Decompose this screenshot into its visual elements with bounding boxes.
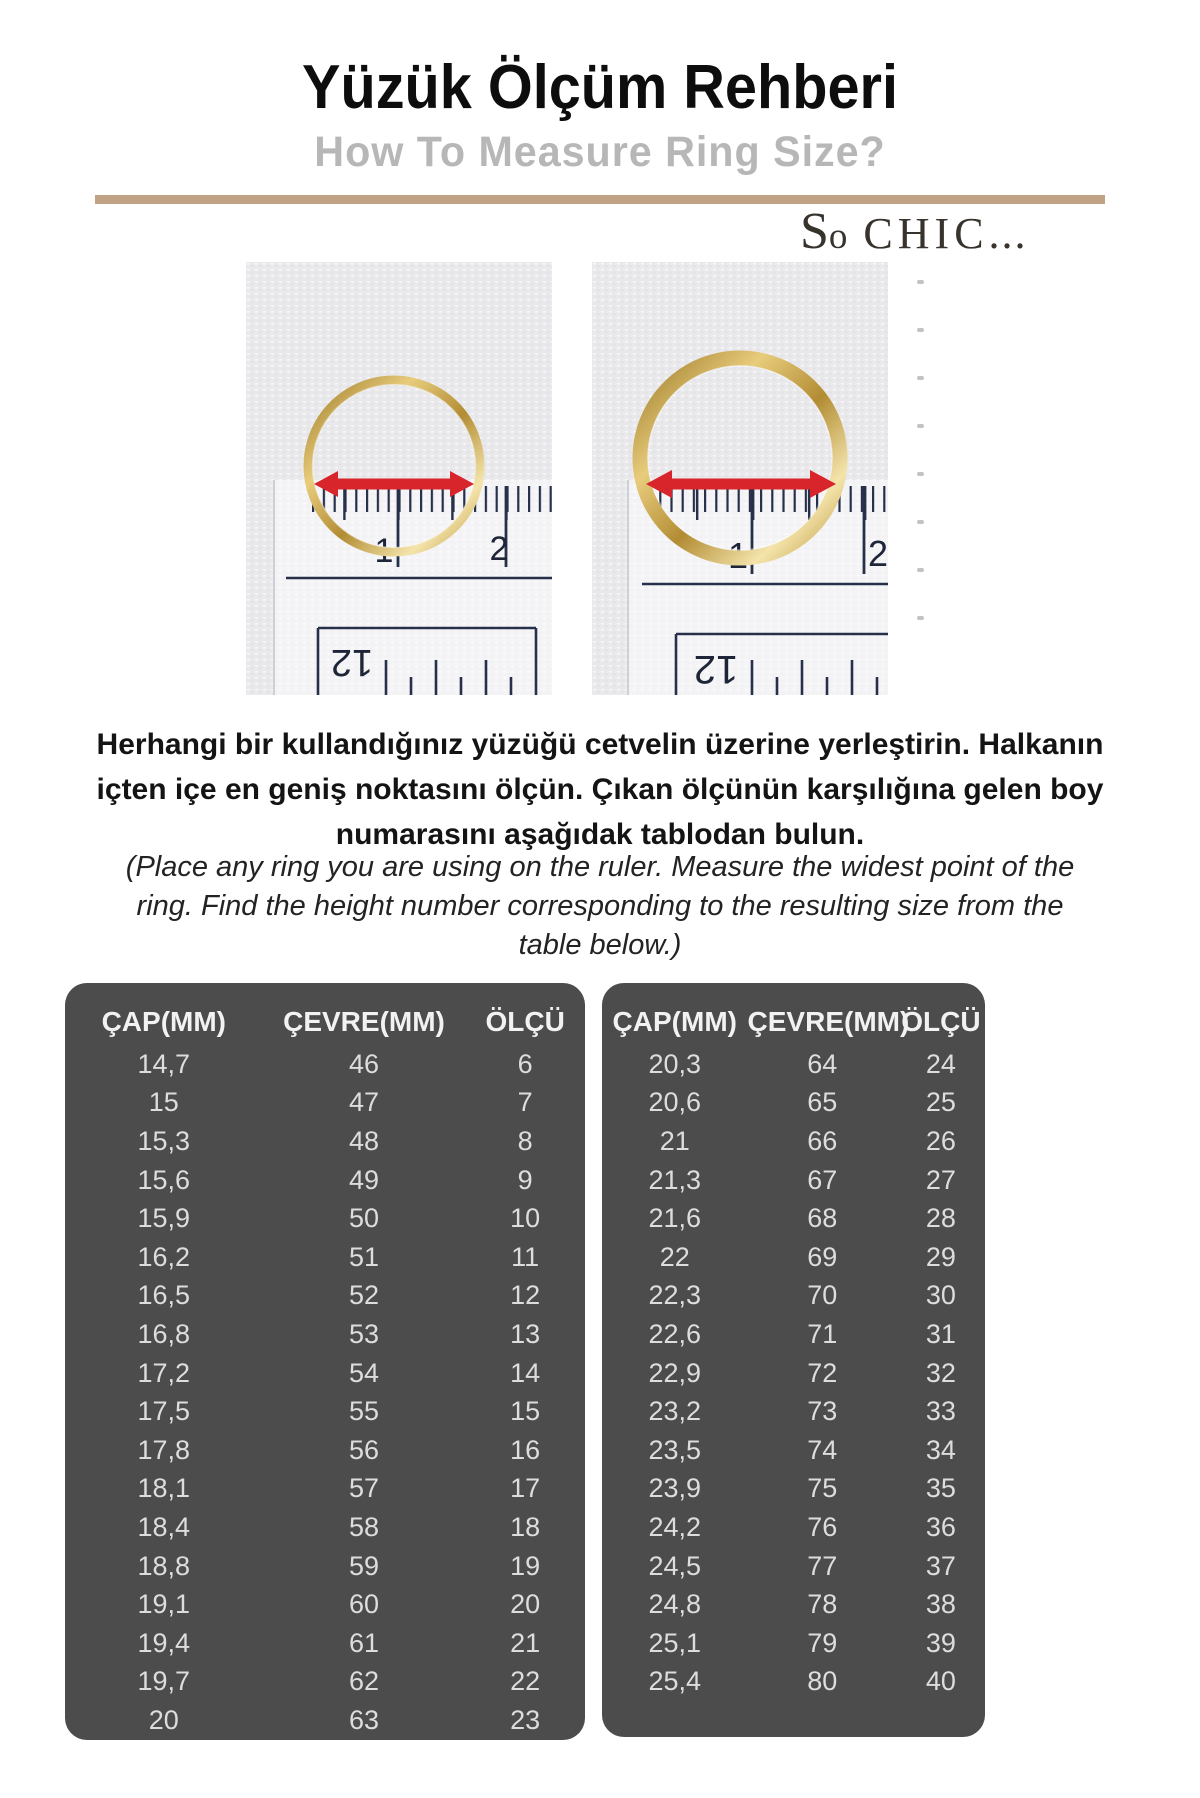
ruler-number-2: 2 — [867, 533, 888, 574]
instructions-english — [60, 848, 1140, 965]
ruler-number-2: 2 — [489, 530, 509, 568]
table-cell: 23,9 — [648, 1473, 702, 1504]
table-cell: 58 — [348, 1511, 380, 1542]
table-cell: 63 — [348, 1704, 380, 1735]
ruler-number-12-upside-down: 12 — [693, 647, 739, 691]
table-cell: 17,8 — [137, 1434, 191, 1465]
page-subtitle: How To Measure Ring Size? — [314, 128, 886, 176]
table-cell: 15 — [148, 1087, 179, 1118]
table-cell: 11 — [511, 1241, 540, 1272]
table-cell: 29 — [925, 1241, 956, 1272]
table-row — [65, 1701, 585, 1740]
table-row — [602, 1161, 985, 1200]
table-row — [602, 1547, 985, 1586]
brand-logo-dots: ... — [988, 209, 1028, 258]
table-row — [602, 1431, 985, 1470]
table-cell: 39 — [925, 1627, 956, 1658]
instructions-turkish-line: numarasını aşağıdak tablodan bulun. — [335, 818, 865, 851]
ring-photo-large — [592, 262, 888, 695]
table-row — [65, 1547, 585, 1586]
table-cell: 62 — [348, 1666, 380, 1697]
table-cell: 25 — [925, 1087, 956, 1118]
decor-dash — [917, 520, 924, 524]
table-cell: 69 — [807, 1241, 838, 1272]
table-cell: 32 — [925, 1357, 956, 1388]
table-body — [602, 1045, 985, 1701]
table-cell: 17 — [510, 1473, 541, 1504]
table-row — [602, 1585, 985, 1624]
table-cell: 25,1 — [648, 1627, 702, 1658]
table-cell: 68 — [807, 1203, 838, 1234]
table-row — [65, 1508, 585, 1547]
table-cell: 50 — [348, 1203, 380, 1234]
ruler-number-12-upside-down: 12 — [330, 641, 374, 683]
table-cell: 35 — [925, 1473, 956, 1504]
table-header-row — [602, 983, 985, 1045]
table-cell: 59 — [348, 1550, 380, 1581]
decor-dash — [917, 280, 924, 284]
table-cell: 30 — [925, 1280, 956, 1311]
table-body — [65, 1045, 585, 1740]
table-row — [65, 1161, 585, 1200]
ring-photo-small-drawing — [246, 262, 552, 695]
table-cell: 23 — [510, 1704, 541, 1735]
table-cell: 71 — [807, 1318, 838, 1349]
table-cell: 24 — [925, 1048, 956, 1079]
table-cell: 8 — [517, 1125, 533, 1156]
table-cell: 22,6 — [648, 1318, 702, 1349]
table-cell: 16 — [510, 1434, 541, 1465]
table-cell: 16,8 — [137, 1318, 191, 1349]
table-cell: 18,1 — [137, 1473, 191, 1504]
table-row — [602, 1238, 985, 1277]
brand-logo — [800, 203, 1070, 260]
table-cell: 52 — [348, 1280, 380, 1311]
table-cell: 76 — [807, 1511, 838, 1542]
table-row — [65, 1122, 585, 1161]
table-row — [602, 1084, 985, 1123]
column-header-cap: ÇAP(MM) — [101, 1006, 226, 1037]
table-cell: 21 — [510, 1627, 541, 1658]
table-cell: 27 — [925, 1164, 956, 1195]
table-cell: 55 — [348, 1396, 380, 1427]
table-cell: 47 — [348, 1087, 380, 1118]
instructions-turkish — [60, 722, 1140, 857]
table-row — [65, 1084, 585, 1123]
table-cell: 49 — [348, 1164, 380, 1195]
decor-dash — [917, 376, 924, 380]
table-cell: 37 — [925, 1550, 956, 1581]
brand-logo-letter: S — [800, 203, 829, 260]
table-cell: 19 — [510, 1550, 541, 1581]
column-header-olcu: ÖLÇÜ — [901, 1006, 981, 1037]
table-cell: 53 — [348, 1318, 380, 1349]
table-cell: 16,2 — [137, 1241, 191, 1272]
table-cell: 78 — [807, 1589, 838, 1620]
table-cell: 22,9 — [648, 1357, 702, 1388]
table-cell: 21 — [659, 1125, 690, 1156]
table-cell: 14 — [510, 1357, 541, 1388]
decor-dash — [917, 424, 924, 428]
brand-logo-letter: o — [828, 216, 848, 257]
table-cell: 77 — [807, 1550, 838, 1581]
table-cell: 21,6 — [648, 1203, 702, 1234]
table-cell: 15 — [510, 1396, 541, 1427]
table-cell: 19,7 — [137, 1666, 191, 1697]
column-header-olcu: ÖLÇÜ — [485, 1006, 565, 1037]
table-cell: 18,4 — [137, 1511, 191, 1542]
instructions-english-line: table below.) — [518, 929, 682, 961]
decor-dash — [917, 472, 924, 476]
table-cell: 10 — [510, 1203, 541, 1234]
table-row — [65, 1199, 585, 1238]
table-cell: 54 — [348, 1357, 380, 1388]
table-cell: 80 — [807, 1666, 838, 1697]
table-cell: 17,2 — [137, 1357, 191, 1388]
table-row — [65, 1585, 585, 1624]
table-cell: 66 — [807, 1125, 838, 1156]
table-cell: 9 — [517, 1164, 533, 1195]
table-cell: 18,8 — [137, 1550, 191, 1581]
table-cell: 20,6 — [648, 1087, 702, 1118]
table-cell: 21,3 — [648, 1164, 702, 1195]
table-cell: 22,3 — [648, 1280, 702, 1311]
table-cell: 6 — [517, 1048, 533, 1079]
table-cell: 13 — [510, 1318, 541, 1349]
table-cell: 36 — [925, 1511, 956, 1542]
table-row — [65, 1392, 585, 1431]
table-cell: 70 — [807, 1280, 838, 1311]
table-cell: 72 — [807, 1357, 838, 1388]
column-header-cevre: ÇEVRE(MM) — [747, 1006, 910, 1037]
table-cell: 14,7 — [137, 1048, 191, 1079]
table-cell: 19,4 — [137, 1627, 191, 1658]
table-cell: 20,3 — [648, 1048, 702, 1079]
table-cell: 23,5 — [648, 1434, 702, 1465]
ruler-number-1: 1 — [374, 532, 394, 570]
table-row — [65, 1624, 585, 1663]
table-cell: 40 — [925, 1666, 956, 1697]
table-row — [602, 1045, 985, 1084]
table-header-row — [65, 983, 585, 1045]
table-cell: 20 — [510, 1589, 541, 1620]
column-header-cap: ÇAP(MM) — [612, 1006, 737, 1037]
ring-photo-large-drawing — [592, 262, 888, 695]
table-cell: 67 — [807, 1164, 838, 1195]
table-cell: 18 — [510, 1511, 541, 1542]
table-cell: 19,1 — [137, 1589, 191, 1620]
table-cell: 33 — [925, 1396, 956, 1427]
instructions-english-line: ring. Find the height number corresponding to the resulting size from the — [136, 890, 1064, 922]
table-row — [65, 1470, 585, 1509]
table-cell: 61 — [348, 1627, 380, 1658]
table-cell: 24,8 — [648, 1589, 702, 1620]
table-row — [65, 1663, 585, 1702]
table-cell: 46 — [348, 1048, 380, 1079]
decor-dash — [917, 616, 924, 620]
table-cell: 57 — [348, 1473, 380, 1504]
table-row — [65, 1277, 585, 1316]
table-row — [65, 1315, 585, 1354]
table-cell: 12 — [510, 1280, 541, 1311]
table-row — [602, 1122, 985, 1161]
table-cell: 23,2 — [648, 1396, 702, 1427]
table-cell: 28 — [925, 1203, 956, 1234]
table-row — [602, 1508, 985, 1547]
table-cell: 20 — [148, 1704, 179, 1735]
table-cell: 60 — [348, 1589, 380, 1620]
table-cell: 65 — [807, 1087, 838, 1118]
table-cell: 15,6 — [137, 1164, 191, 1195]
decor-dash — [917, 568, 924, 572]
decor-dot-column — [917, 280, 924, 664]
table-cell: 24,2 — [648, 1511, 702, 1542]
table-cell: 51 — [348, 1241, 380, 1272]
decor-dash — [917, 328, 924, 332]
size-table-left — [65, 983, 585, 1740]
ruler-halfcm-ticks — [312, 486, 552, 522]
table-cell: 75 — [807, 1473, 838, 1504]
table-row — [602, 1663, 985, 1702]
table-row — [602, 1392, 985, 1431]
table-row — [65, 1431, 585, 1470]
table-cell: 26 — [925, 1125, 956, 1156]
column-header-cevre: ÇEVRE(MM) — [283, 1006, 445, 1037]
table-cell: 64 — [807, 1048, 838, 1079]
table-cell: 15,3 — [137, 1125, 191, 1156]
instructions-turkish-line: Herhangi bir kullandığınız yüzüğü cetvelin üzerine yerleştirin. Halkanın — [96, 728, 1104, 761]
table-row — [602, 1354, 985, 1393]
table-cell: 56 — [348, 1434, 380, 1465]
table-cell: 79 — [807, 1627, 838, 1658]
brand-logo-name: CHIC — [863, 209, 989, 258]
table-cell: 17,5 — [137, 1396, 191, 1427]
table-row — [602, 1199, 985, 1238]
page-title: Yüzük Ölçüm Rehberi — [302, 53, 898, 122]
table-cell: 22 — [510, 1666, 541, 1697]
table-row — [65, 1354, 585, 1393]
table-cell: 25,4 — [648, 1666, 702, 1697]
table-row — [602, 1624, 985, 1663]
table-cell: 22 — [659, 1241, 690, 1272]
table-row — [65, 1045, 585, 1084]
ruler-number-1: 1 — [727, 535, 749, 576]
table-row — [602, 1277, 985, 1316]
ruler-halfcm-ticks — [648, 486, 888, 522]
table-row — [602, 1315, 985, 1354]
table-cell: 34 — [925, 1434, 956, 1465]
table-cell: 7 — [517, 1087, 533, 1118]
table-cell: 74 — [807, 1434, 838, 1465]
table-row — [602, 1470, 985, 1509]
table-cell: 15,9 — [137, 1203, 191, 1234]
table-cell: 24,5 — [648, 1550, 702, 1581]
divider-bar — [95, 195, 1105, 204]
instructions-english-line: (Place any ring you are using on the ruler. Measure the widest point of the — [125, 851, 1075, 883]
table-cell: 16,5 — [137, 1280, 191, 1311]
table-cell: 38 — [925, 1589, 956, 1620]
table-cell: 48 — [348, 1125, 380, 1156]
table-cell: 73 — [807, 1396, 838, 1427]
table-cell: 31 — [925, 1318, 956, 1349]
table-row — [65, 1238, 585, 1277]
ring-photo-small — [246, 262, 552, 695]
size-table-right — [602, 983, 985, 1737]
instructions-turkish-line: içten içe en geniş noktasını ölçün. Çıkan ölçünün karşılığına gelen boy — [96, 773, 1104, 806]
